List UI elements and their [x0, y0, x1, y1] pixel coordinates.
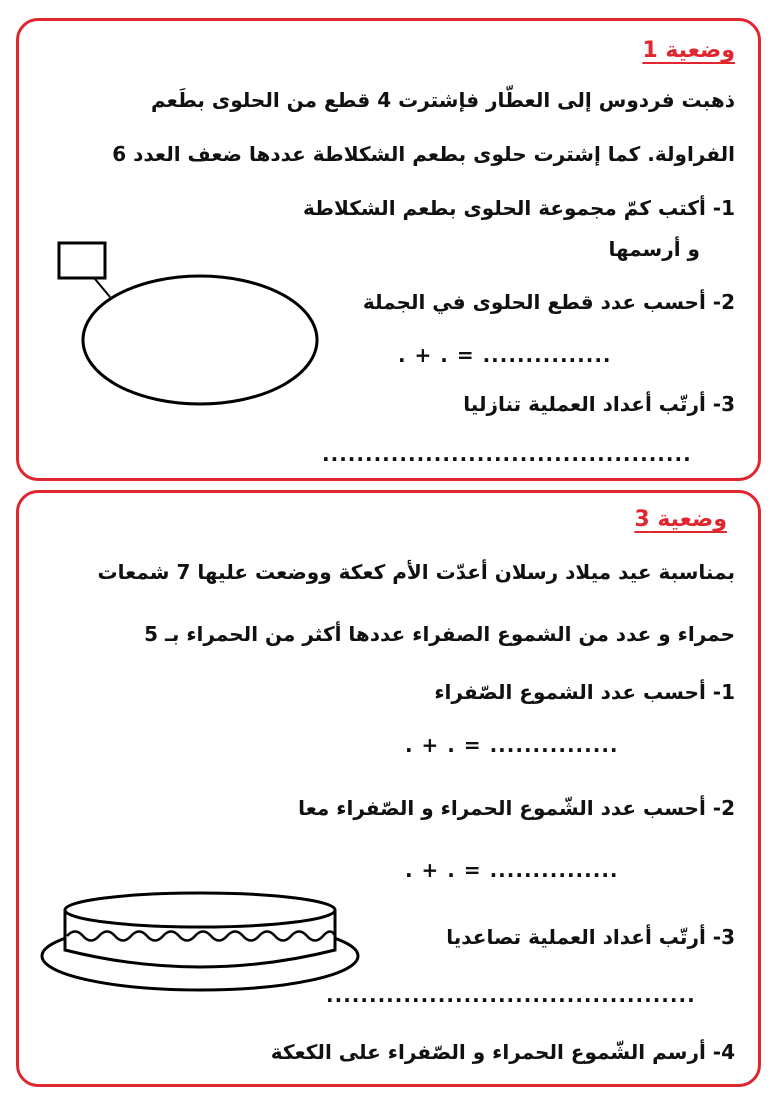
situation-1-question-1-line-2: و أرسمها [608, 237, 700, 261]
equation-text: . + . = ............... [405, 858, 619, 882]
situation-1-question-1: 1- أكتب كمّ مجموعة الحلوى بطعم الشكلاطة [303, 196, 735, 220]
cake-top [65, 893, 335, 927]
label-box[interactable] [59, 243, 105, 278]
situation-1-question-3: 3- أرتّب أعداد العملية تنازليا [463, 392, 735, 416]
situation-1-title: وضعية 1 [642, 38, 735, 63]
situation-1-statement-line-2: الفراولة. كما إشترت حلوى بطعم الشكلاطة عددها ضعف العدد 6 [112, 142, 735, 166]
situation-1-equation[interactable] [398, 343, 612, 367]
situation-1-answer-line[interactable]: ........................................... [322, 442, 692, 466]
equation-text: . + . = ............... [398, 343, 612, 367]
situation-3-title: وضعية 3 [634, 507, 727, 532]
situation-1-question-2: 2- أحسب عدد قطع الحلوى في الجملة [362, 290, 735, 314]
set-drawing [50, 235, 330, 415]
situation-3-question-4: 4- أرسم الشّموع الحمراء و الصّفراء على الكعكة [270, 1040, 735, 1064]
situation-3-answer-line[interactable]: ........................................... [326, 983, 696, 1007]
situation-3-equation-1[interactable] [405, 733, 619, 757]
cake-drawing[interactable] [40, 888, 370, 998]
situation-3-question-1: 1- أحسب عدد الشموع الصّفراء [434, 680, 735, 704]
situation-1-statement-line-1: ذهبت فردوس إلى العطّار فإشترت 4 قطع من الحلوى بطَعم [150, 88, 735, 112]
situation-3-statement-line-2: حمراء و عدد من الشموع الصفراء عددها أكثر من الحمراء بـ 5 [144, 622, 735, 646]
set-ellipse[interactable] [83, 276, 317, 404]
situation-3-equation-2[interactable] [405, 858, 619, 882]
situation-3-statement-line-1: بمناسبة عيد ميلاد رسلان أعدّت الأم كعكة ووضعت عليها 7 شمعات [97, 560, 735, 584]
situation-3-question-3: 3- أرتّب أعداد العملية تصاعديا [446, 925, 735, 949]
situation-3-question-2: 2- أحسب عدد الشّموع الحمراء و الصّفراء معا [298, 796, 735, 820]
connector-line [95, 279, 110, 297]
equation-text: . + . = ............... [405, 733, 619, 757]
